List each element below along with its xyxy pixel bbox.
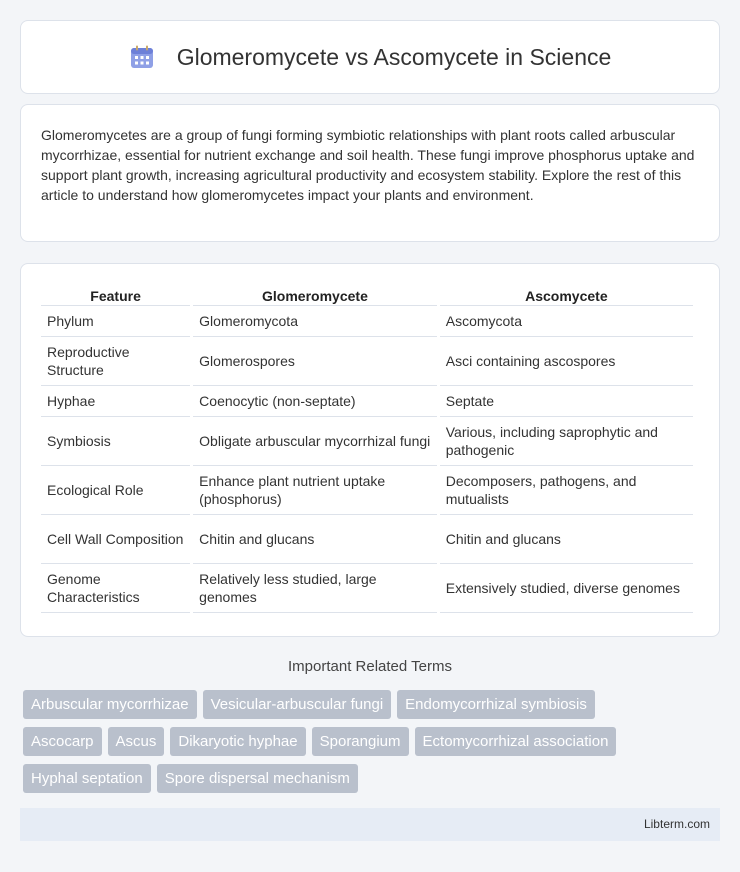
table-cell: Coenocytic (non-septate) — [193, 386, 437, 417]
table-cell: Asci containing ascospores — [440, 337, 693, 386]
table-row — [41, 386, 693, 417]
table-cell: Ascomycota — [440, 306, 693, 337]
table-row — [41, 337, 693, 386]
table-cell: Various, including saprophytic and pathogenic — [440, 417, 693, 466]
related-terms-heading: Important Related Terms — [288, 658, 452, 675]
intro-paragraph: Glomeromycetes are a group of fungi forming symbiotic relationships with plant roots called arbuscular mycorrhizae, essential for nutrient exchange and soil health. These fungi improve phosphorus uptake and support plant growth, increasing agricultural productivity and ecosystem stability. Explore the rest of this article to understand how glomeromycetes impact your plants and environment. — [41, 127, 695, 203]
table-cell: Ecological Role — [41, 466, 190, 515]
related-term-tag[interactable]: Ectomycorrhizal association — [415, 727, 617, 756]
table-cell: Relatively less studied, large genomes — [193, 564, 437, 613]
table-cell: Glomeromycota — [193, 306, 437, 337]
table-cell: Septate — [440, 386, 693, 417]
related-term-tag[interactable]: Endomycorrhizal symbiosis — [397, 690, 595, 719]
table-cell: Reproductive Structure — [41, 337, 190, 386]
table-cell: Symbiosis — [41, 417, 190, 466]
related-term-tag[interactable]: Arbuscular mycorrhizae — [23, 690, 197, 719]
table-row — [41, 564, 693, 613]
calendar-grid-icon — [129, 44, 155, 70]
table-header-row — [41, 286, 693, 306]
table-header-cell: Ascomycete — [440, 286, 693, 306]
related-term-tag[interactable]: Ascocarp — [23, 727, 102, 756]
table-row — [41, 466, 693, 515]
table-cell: Genome Characteristics — [41, 564, 190, 613]
table-row — [41, 515, 693, 564]
related-term-tag[interactable]: Dikaryotic hyphae — [170, 727, 305, 756]
related-term-tag[interactable]: Ascus — [108, 727, 165, 756]
related-term-tag[interactable]: Hyphal septation — [23, 764, 151, 793]
related-terms-list — [23, 690, 723, 801]
table-header-cell: Glomeromycete — [193, 286, 437, 306]
table-row — [41, 417, 693, 466]
table-cell: Chitin and glucans — [440, 515, 693, 564]
table-cell: Obligate arbuscular mycorrhizal fungi — [193, 417, 437, 466]
table-cell: Hyphae — [41, 386, 190, 417]
page-title: Glomeromycete vs Ascomycete in Science — [176, 43, 612, 70]
intro-card — [20, 104, 720, 242]
table-cell: Extensively studied, diverse genomes — [440, 564, 693, 613]
footer — [20, 808, 720, 841]
table-cell: Decomposers, pathogens, and mutualists — [440, 466, 693, 515]
table-cell: Phylum — [41, 306, 190, 337]
table-header-cell: Feature — [41, 286, 190, 306]
footer-site-link[interactable]: Libterm.com — [643, 817, 710, 831]
table-cell: Chitin and glucans — [193, 515, 437, 564]
table-cell: Cell Wall Composition — [41, 515, 190, 564]
table-cell: Enhance plant nutrient uptake (phosphorus) — [193, 466, 437, 515]
related-term-tag[interactable]: Spore dispersal mechanism — [157, 764, 358, 793]
related-term-tag[interactable]: Sporangium — [312, 727, 409, 756]
comparison-card — [20, 263, 720, 637]
title-card — [20, 20, 720, 94]
comparison-table — [38, 286, 696, 613]
related-term-tag[interactable]: Vesicular-arbuscular fungi — [203, 690, 392, 719]
table-row — [41, 306, 693, 337]
table-cell: Glomerospores — [193, 337, 437, 386]
